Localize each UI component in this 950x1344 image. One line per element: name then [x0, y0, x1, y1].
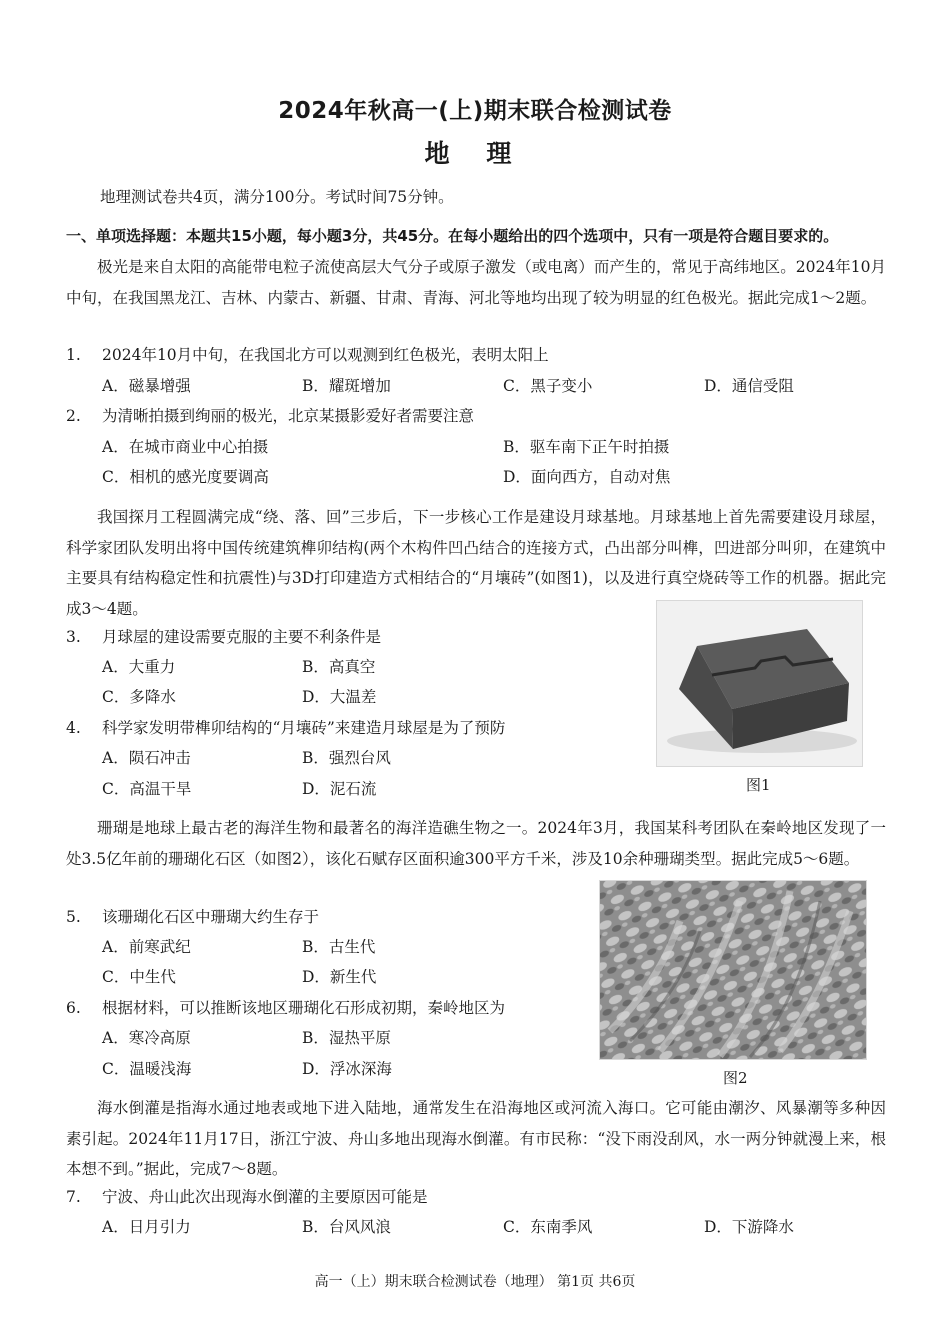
question-6: [66, 997, 505, 1019]
question-text: 月球屋的建设需要克服的主要不利条件是: [102, 628, 382, 646]
option-c[interactable]: C．黑子变小: [503, 377, 593, 395]
option-a[interactable]: A．陨石冲击: [102, 749, 191, 767]
passage-seawater-intrusion: 海水倒灌是指海水通过地表或地下进入陆地，通常发生在沿海地区或河流入海口。它可能由潮汐、风暴潮等多种因素引起。2024年11月17日，浙江宁波、舟山多地出现海水倒灌。有市民称：“没下雨没刮风，水一两分钟就漫上来，根本想不到。”据此，完成7～8题。: [66, 1099, 886, 1178]
page-footer: 高一（上）期末联合检测试卷（地理） 第1页 共6页: [314, 1274, 636, 1290]
option-b[interactable]: B．强烈台风: [302, 749, 391, 767]
option-b[interactable]: B．高真空: [302, 658, 376, 676]
section-heading: 一、单项选择题：本题共15小题，每小题3分，共45分。在每小题给出的四个选项中，只有一项是符合题目要求的。: [66, 227, 839, 245]
subject-title: 地 理: [424, 139, 526, 168]
option-c[interactable]: C．中生代: [102, 968, 176, 986]
option-c[interactable]: C．多降水: [102, 688, 176, 706]
passage-lunar-brick: 我国探月工程圆满完成“绕、落、回”三步后，下一步核心工作是建设月球基地。月球基地上首先需要建设月球屋，科学家团队发明出将中国传统建筑榫卯结构(两个木构件凹凸结合的连接方式，凸出部分叫榫，凹进部分叫卯，在建筑中主要具有结构稳定性和抗震性)与3D打印建造方式相结合的“月壤砖”(如图1)，以及进行真空烧砖等工作的机器。据此完成3～4题。: [66, 508, 886, 618]
option-d[interactable]: D．下游降水: [704, 1218, 794, 1236]
option-d[interactable]: D．新生代: [302, 968, 377, 986]
option-a[interactable]: A．前寒武纪: [102, 938, 191, 956]
question-number: 1.: [66, 346, 81, 364]
option-d[interactable]: D．浮冰深海: [302, 1060, 392, 1078]
question-text: 为清晰拍摄到绚丽的极光，北京某摄影爱好者需要注意: [102, 407, 475, 425]
option-c[interactable]: C．高温干旱: [102, 780, 192, 798]
figure-1-lunar-brick: [656, 600, 863, 767]
question-text: 2024年10月中旬，在我国北方可以观测到红色极光，表明太阳上: [102, 346, 549, 364]
passage-aurora: 极光是来自太阳的高能带电粒子流使高层大气分子或原子激发（或电离）而产生的，常见于高纬地区。2024年10月中旬，在我国黑龙江、吉林、内蒙古、新疆、甘肃、青海、河北等地均出现了较为明显的红色极光。据此完成1～2题。: [66, 258, 886, 307]
question-number: 5.: [66, 908, 81, 926]
figure-1-caption: 图1: [746, 776, 771, 794]
figure-2-coral-fossil: [599, 880, 867, 1060]
option-c[interactable]: C．温暖浅海: [102, 1060, 192, 1078]
question-1: [66, 344, 549, 366]
option-d[interactable]: D．泥石流: [302, 780, 377, 798]
question-number: 2.: [66, 407, 81, 425]
option-a[interactable]: A．寒冷高原: [102, 1029, 191, 1047]
question-number: 4.: [66, 719, 81, 737]
question-4: [66, 717, 505, 739]
option-d[interactable]: D．通信受阻: [704, 377, 794, 395]
question-number: 6.: [66, 999, 81, 1017]
option-b[interactable]: B．古生代: [302, 938, 376, 956]
question-3: [66, 626, 381, 648]
question-text: 根据材料，可以推断该地区珊瑚化石形成初期，秦岭地区为: [102, 999, 506, 1017]
figure-2-caption: 图2: [723, 1069, 748, 1087]
passage-coral: 珊瑚是地球上最古老的海洋生物和最著名的海洋造礁生物之一。2024年3月，我国某科考团队在秦岭地区发现了一处3.5亿年前的珊瑚化石区（如图2），该化石赋存区面积逾300平方千米，涉及10余种珊瑚类型。据此完成5～6题。: [66, 819, 886, 868]
question-text: 宁波、舟山此次出现海水倒灌的主要原因可能是: [102, 1188, 428, 1206]
exam-intro: 地理测试卷共4页，满分100分。考试时间75分钟。: [100, 188, 454, 206]
option-b[interactable]: B．湿热平原: [302, 1029, 391, 1047]
question-7: [66, 1186, 428, 1208]
question-number: 7.: [66, 1188, 81, 1206]
option-a[interactable]: A．在城市商业中心拍摄: [102, 438, 269, 456]
option-b[interactable]: B．耀斑增加: [302, 377, 391, 395]
option-c[interactable]: C．东南季风: [503, 1218, 593, 1236]
brick-illustration: [657, 601, 862, 766]
option-d[interactable]: D．大温差: [302, 688, 377, 706]
question-2: [66, 405, 474, 427]
option-a[interactable]: A．磁暴增强: [102, 377, 191, 395]
option-d[interactable]: D．面向西方，自动对焦: [503, 468, 671, 486]
question-text: 科学家发明带榫卯结构的“月壤砖”来建造月球屋是为了预防: [102, 719, 506, 737]
option-c[interactable]: C．相机的感光度要调高: [102, 468, 269, 486]
question-number: 3.: [66, 628, 81, 646]
option-b[interactable]: B．驱车南下正午时拍摄: [503, 438, 670, 456]
question-5: [66, 906, 319, 928]
option-a[interactable]: A．大重力: [102, 658, 176, 676]
option-b[interactable]: B．台风风浪: [302, 1218, 391, 1236]
question-text: 该珊瑚化石区中珊瑚大约生存于: [102, 908, 320, 926]
coral-fossil-illustration: [600, 881, 866, 1059]
exam-title: 2024年秋高一(上)期末联合检测试卷: [278, 98, 672, 124]
option-a[interactable]: A．日月引力: [102, 1218, 191, 1236]
